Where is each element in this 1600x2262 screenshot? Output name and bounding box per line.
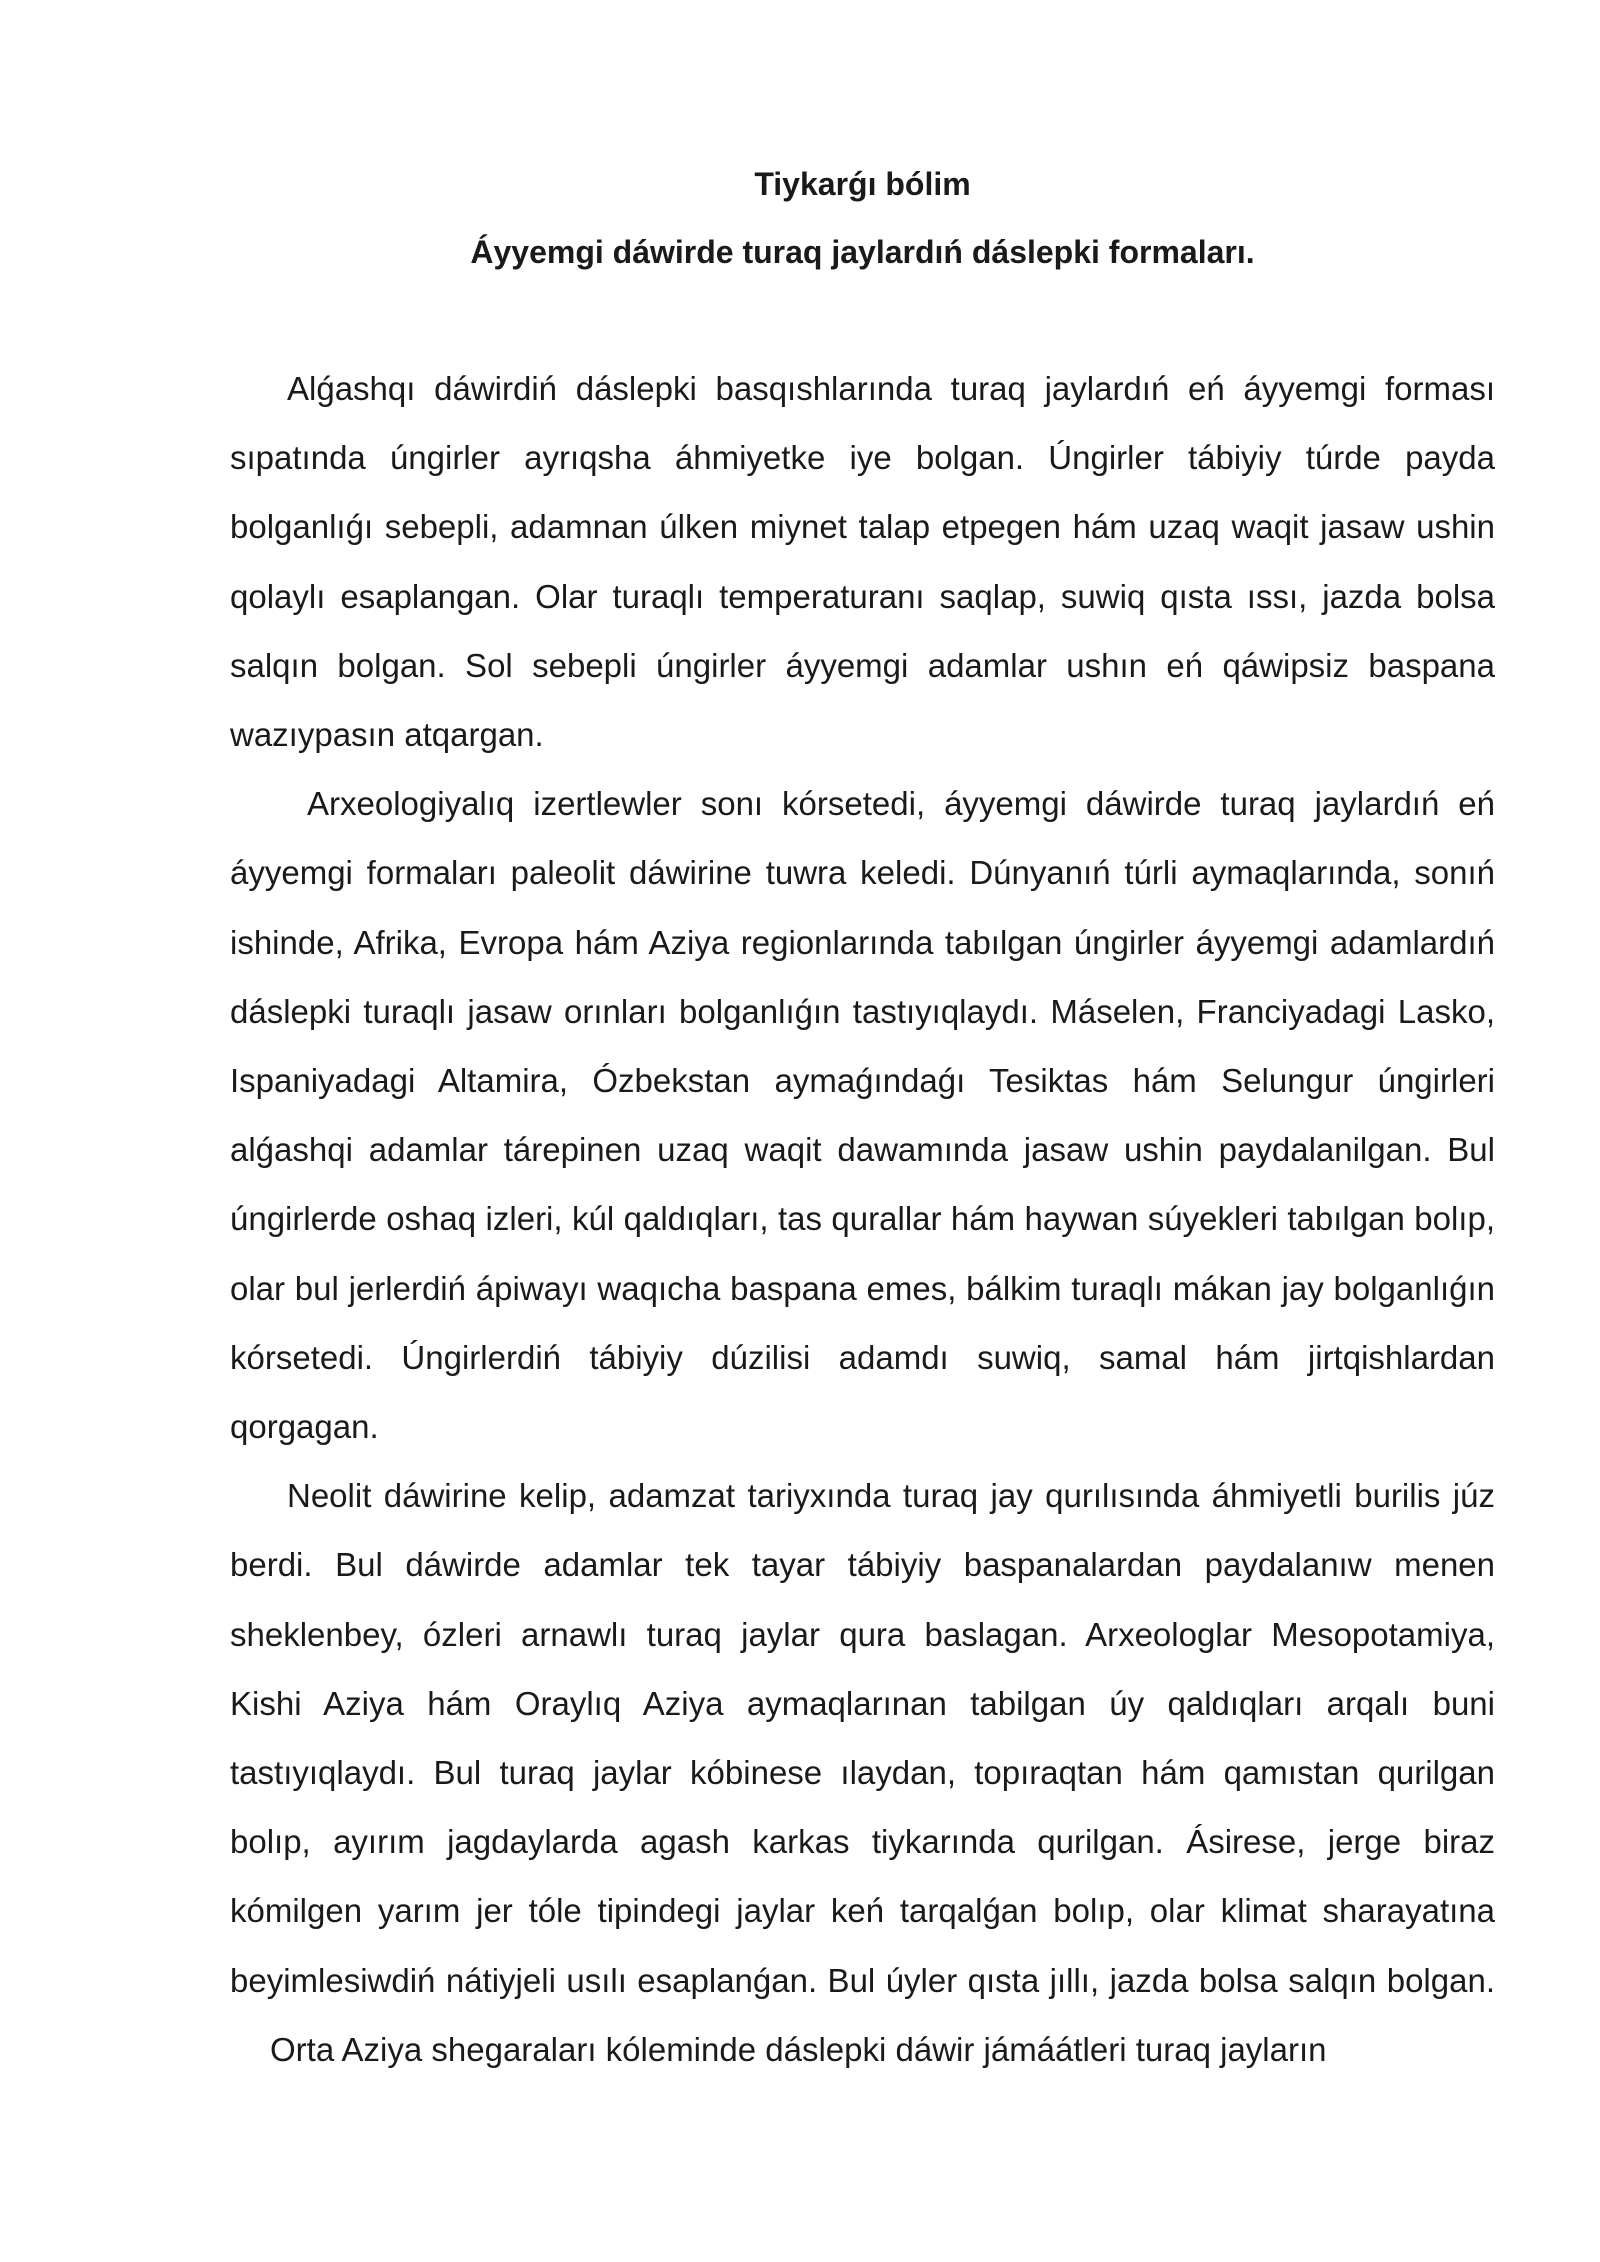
blank-line [230,286,1495,354]
paragraph-caves: Alǵashqı dáwirdiń dáslepki basqıshlarında turaq jaylardıń eń áyyemgi forması sıpatında úngirler ayrıqsha áhmiyetke iye bolgan. Úngirler tábiyiy túrde payda bolganlıǵı sebepli, adamnan úlken miynet talap etpegen hám uzaq waqit jasaw ushin qolaylı esaplangan. Olar turaqlı temperaturanı saqlap, suwiq qısta ıssı, jazda bolsa salqın bolgan. Sol sebepli úngirler áyyemgi adamlar ushın eń qáwipsiz baspana wazıypasın atqargan. [230,370,1495,754]
document-page [230,150,1495,2084]
paragraph-neolithic-text: Neolit dáwirine kelip, adamzat tariyxında turaq jay qurılısında áhmiyetli burilis júz berdi. Bul dáwirde adamlar tek tayar tábiyiy baspanalardan paydalanıw menen sheklenbey, ózleri arnawlı turaq jaylar qura baslagan. Arxeologlar Mesopotamiya, Kishi Aziya hám Oraylıq Aziya aymaqlarınan tabilgan úy qaldıqları arqalı buni tastıyıqlaydı. Bul turaq jaylar kóbinese ılaydan, topıraqtan hám qamıstan qurilgan bolıp, ayırım jagdaylarda agash karkas tiykarında qurilgan. Ásirese, jerge biraz kómilgen yarım jer tóle tipindegi jaylar keń tarqalǵan bolıp, olar klimat sharayatına beyimlesiwdiń nátiyjeli usılı esaplanǵan. Bul úyler qısta jıllı, jazda bolsa salqın bolgan. [230,1477,1495,1999]
section-subtitle: Áyyemgi dáwirde turaq jaylardıń dáslepki formaları. [470,234,1255,270]
paragraph-archaeology: Arxeologiyalıq izertlewler sonı kórsetedi, áyyemgi dáwirde turaq jaylardıń eń áyyemgi formaları paleolit dáwirine tuwra keledi. Dúnyanıń túrli aymaqlarında, sonıń ishinde, Afrika, Evropa hám Aziya regionlarında tabılgan úngirler áyyemgi adamlardıń dáslepki turaqlı jasaw orınları bolganlıǵın tastıyıqlaydı. Máselen, Franciyadagi Lasko, Ispaniyadagi Altamira, Ózbekstan aymaǵındaǵı Tesiktas hám Selungur úngirleri alǵashqi adamlar tárepinen uzaq waqit dawamında jasaw ushin paydalanilgan. Bul úngirlerde oshaq izleri, kúl qaldıqları, tas qurallar hám haywan súyekleri tabılgan bolıp, olar bul jerlerdiń ápiwayı waqıcha baspana emes, bálkim turaqlı mákan jay bolganlıǵın kórsetedi. Úngirlerdiń tábiyiy dúzilisi adamdı suwiq, samal hám jirtqishlardan qorgagan. [230,785,1495,1446]
section-title: Tiykarǵı bólim [754,166,971,202]
paragraph-central-asia-text: Orta Aziya shegaraları kóleminde dáslepki dáwir jámáátleri turaq jayların [270,2030,1327,2068]
paragraph-neolithic [230,1461,1495,2084]
